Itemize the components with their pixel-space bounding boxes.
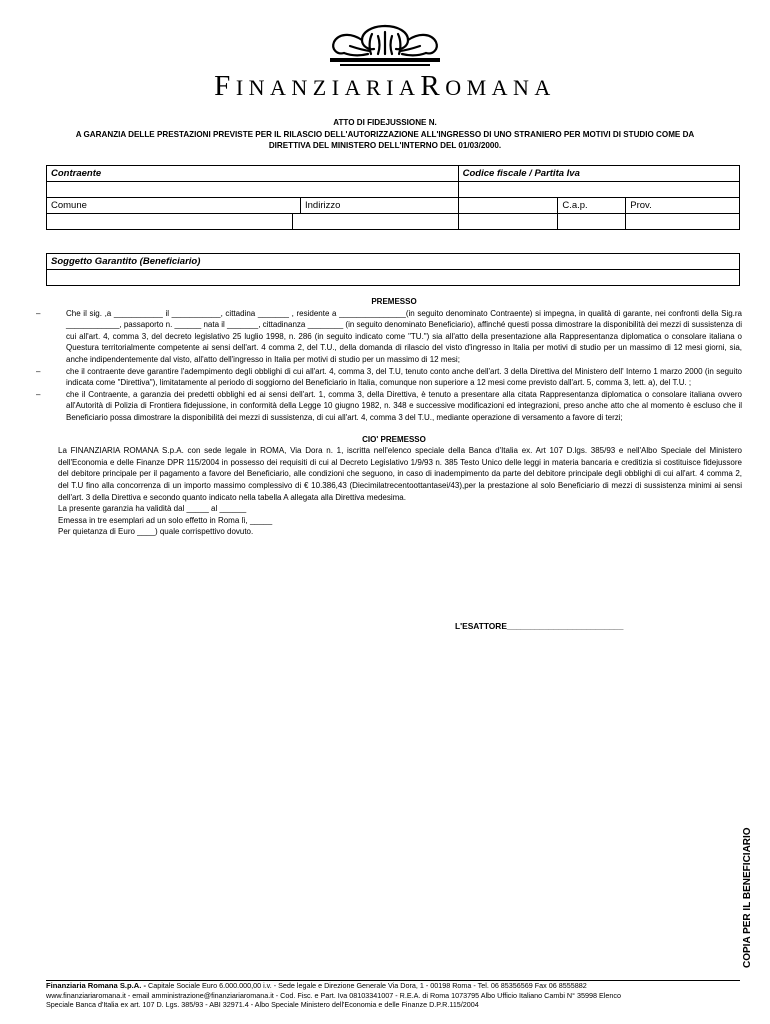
brand-name	[0, 70, 770, 103]
comune-field[interactable]	[47, 214, 293, 229]
copy-label: COPIA PER IL BENEFICIARIO	[742, 827, 753, 968]
esemplari-line: Emessa in tre esemplari ad un solo effetto in Roma lì, _____	[58, 515, 273, 525]
document-body	[36, 296, 742, 538]
bullet-dash: –	[36, 389, 41, 399]
document-heading	[40, 117, 730, 152]
esattore-signature: L'ESATTORE_________________________	[455, 621, 624, 631]
bullet-dash: –	[36, 308, 41, 318]
footer-line-1: Capitale Sociale Euro 6.000.000,00 i.v. - Sede legale e Direzione Generale Via Dora, 1 - 00198 Roma - Tel. 06 85356569 Fax 06 8555882	[146, 981, 587, 990]
footer-line-3: Speciale Banca d'Italia ex art. 107 D. Lgs. 385/93 - ABI 32971.4 - Albo Speciale Ministero dell'Economia e delle Finanze D.P.R.115/2004	[46, 1000, 479, 1010]
premesso-title: PREMESSO	[371, 297, 417, 306]
contraente-label: Contraente	[47, 166, 459, 182]
comune-label: Comune	[47, 198, 301, 213]
premesso-item-text: che il contraente deve garantire l'adempimento degli obblighi di cui all'art. 4, comma 3, del T.U, tenuto conto anche dell'art. 3 della Direttiva del Ministero dell' Interno 1 marzo 2000 (in seguito indicata come "Direttiva"), limitatamente al periodo di soggiorno del Beneficiario in Italia, comunque non superiore a 12 mesi come previsto dall'art. 5, comma 3, lett. a), del T.U. ;	[66, 366, 742, 388]
footer-line-2: www.finanziariaromana.it - email amministrazione@finanziariaromana.it - Cod. Fisc. e Part. Iva 08103341007 - R.E.A. di Roma 1073795 Albo Ufficio Italiano Cambi N° 35998 Elenco	[46, 990, 621, 1000]
brand-word-2: OMANA	[445, 75, 556, 100]
contraente-field[interactable]	[47, 182, 459, 198]
prov-label: Prov.	[626, 198, 740, 214]
codice-fiscale-label: Codice fiscale / Partita Iva	[458, 166, 739, 182]
comune-indirizzo-cell	[47, 198, 459, 214]
brand-initial-1: F	[214, 70, 236, 102]
brand-word-1: INANZIARIA	[235, 75, 421, 100]
prov-field[interactable]	[626, 214, 740, 230]
indirizzo-field-continued[interactable]	[458, 214, 558, 230]
brand-initial-2: R	[420, 70, 446, 102]
bullet-dash: –	[36, 366, 41, 376]
cap-field[interactable]	[558, 214, 626, 230]
footer-company: Finanziaria Romana S.p.A. -	[46, 981, 147, 990]
heading-subtitle: A GARANZIA DELLE PRESTAZIONI PREVISTE PER IL RILASCIO DELL'AUTORIZZAZIONE ALL'INGRESSO DI UNO STRANIERO PER MOTIVI DI STUDIO COME DA	[75, 129, 695, 139]
codice-fiscale-field[interactable]	[458, 182, 739, 198]
premesso-item-text: Che il sig. ,a ___________ il ___________, cittadina _______ , residente a _______________(in seguito denominato Contraente) si impegna, in qualità di garante, nei confronti della Sig.ra ____________, passaporto n. ______ nata il _______, cittadinanza ________ (in seguito denominato Beneficiario), affinché questi possa dimostrare la disponibilità dei mezzi di sussistenza di cui all'art. 4, comma 3, del decreto legislativo 25 luglio 1998, n. 286 (in seguito indicato come "TU.") sia all'atto della presentazione alla Rappresentanza diplomatica o consolare italiana o Questura territorialmente competente ai sensi dell'art. 4 comma 2, del T.U., della domanda di rilascio del visto d'ingresso in Italia per motivi di studio per un massimo di 12 mesi giorni, sia, anche indipendentemente dal visto, all'atto dell'ingresso in Italia per motivi di studio per un massimo di 12 mesi;	[66, 308, 742, 364]
comune-indirizzo-fields	[47, 214, 459, 230]
validita-line: La presente garanzia ha validità dal _____ al ______	[58, 504, 247, 514]
indirizzo-field[interactable]	[293, 214, 458, 229]
premesso-item	[36, 366, 742, 389]
premesso-item	[36, 389, 742, 424]
cio-premesso-paragraph: La FINANZIARIA ROMANA S.p.A. con sede legale in ROMA, Via Dora n. 1, iscritta nell'elenco speciale della Banca d'Italia ex. Art 107 D.lgs. 385/93 e nell'Albo Speciale del Ministero dell'Economia e delle Finanze DPR 115/2004 in possesso dei requisiti di cui al Decreto Legislativo 1/9/93 n. 385 Testo Unico delle leggi in materia bancaria e creditizia si costituisce fidejussore del debitore principale per il pagamento a favore del Beneficiario, alle condizioni che seguono, in caso di inadempimento da parte del debitore principale degli obblighi di cui all'art. 4 comma 2, del T.U fino alla concorrenza di un importo massimo complessivo di € 10.386,43 (Diecimilatrecentoottantasei/43),per la prestazione al solo Beneficiario di mezzi di sussistenza minimi ai sensi dell'art. 3 della Direttiva e secondo quanto indicato nella tabella A allegata alla Direttiva medesima.	[58, 446, 742, 502]
premesso-item-text: che il Contraente, a garanzia dei predetti obblighi ed ai sensi dell'art. 1, comma 3, della Direttiva, è tenuto a presentare alla citata Rappresentanza diplomatica o consolare italiana ovvero all'Autorità di Polizia di Frontiera fidejussione, in conformità della Legge 10 giugno 1982, n. 348 e successive modificazioni ed integrazioni, preso anche atto che al momento è escluso che il Beneficiario possa dimostrare la disponibilità dei mezzi di sussistenza, di cui all'art. 4, comma 3 del T.U., mediante operazione di versamento a favore di terzi;	[66, 389, 742, 422]
quietanza-line: Per quietanza di Euro ____) quale corrispettivo dovuto.	[58, 527, 254, 537]
soggetto-table	[46, 253, 740, 286]
premesso-item	[36, 308, 742, 366]
indirizzo-continued	[458, 198, 558, 214]
cio-premesso-title: CIO' PREMESSO	[362, 434, 426, 444]
soggetto-label: Soggetto Garantito (Beneficiario)	[47, 254, 740, 270]
footer	[46, 981, 742, 1010]
indirizzo-label: Indirizzo	[305, 200, 341, 211]
soggetto-field[interactable]	[47, 270, 740, 286]
heading-subtitle-2: DIRETTIVA DEL MINISTERO DELL'INTERNO DEL 01/03/2000.	[268, 141, 502, 150]
cap-label: C.a.p.	[558, 198, 626, 214]
heading-title: ATTO DI FIDEJUSSIONE N.	[333, 118, 437, 127]
contraente-table	[46, 165, 740, 230]
